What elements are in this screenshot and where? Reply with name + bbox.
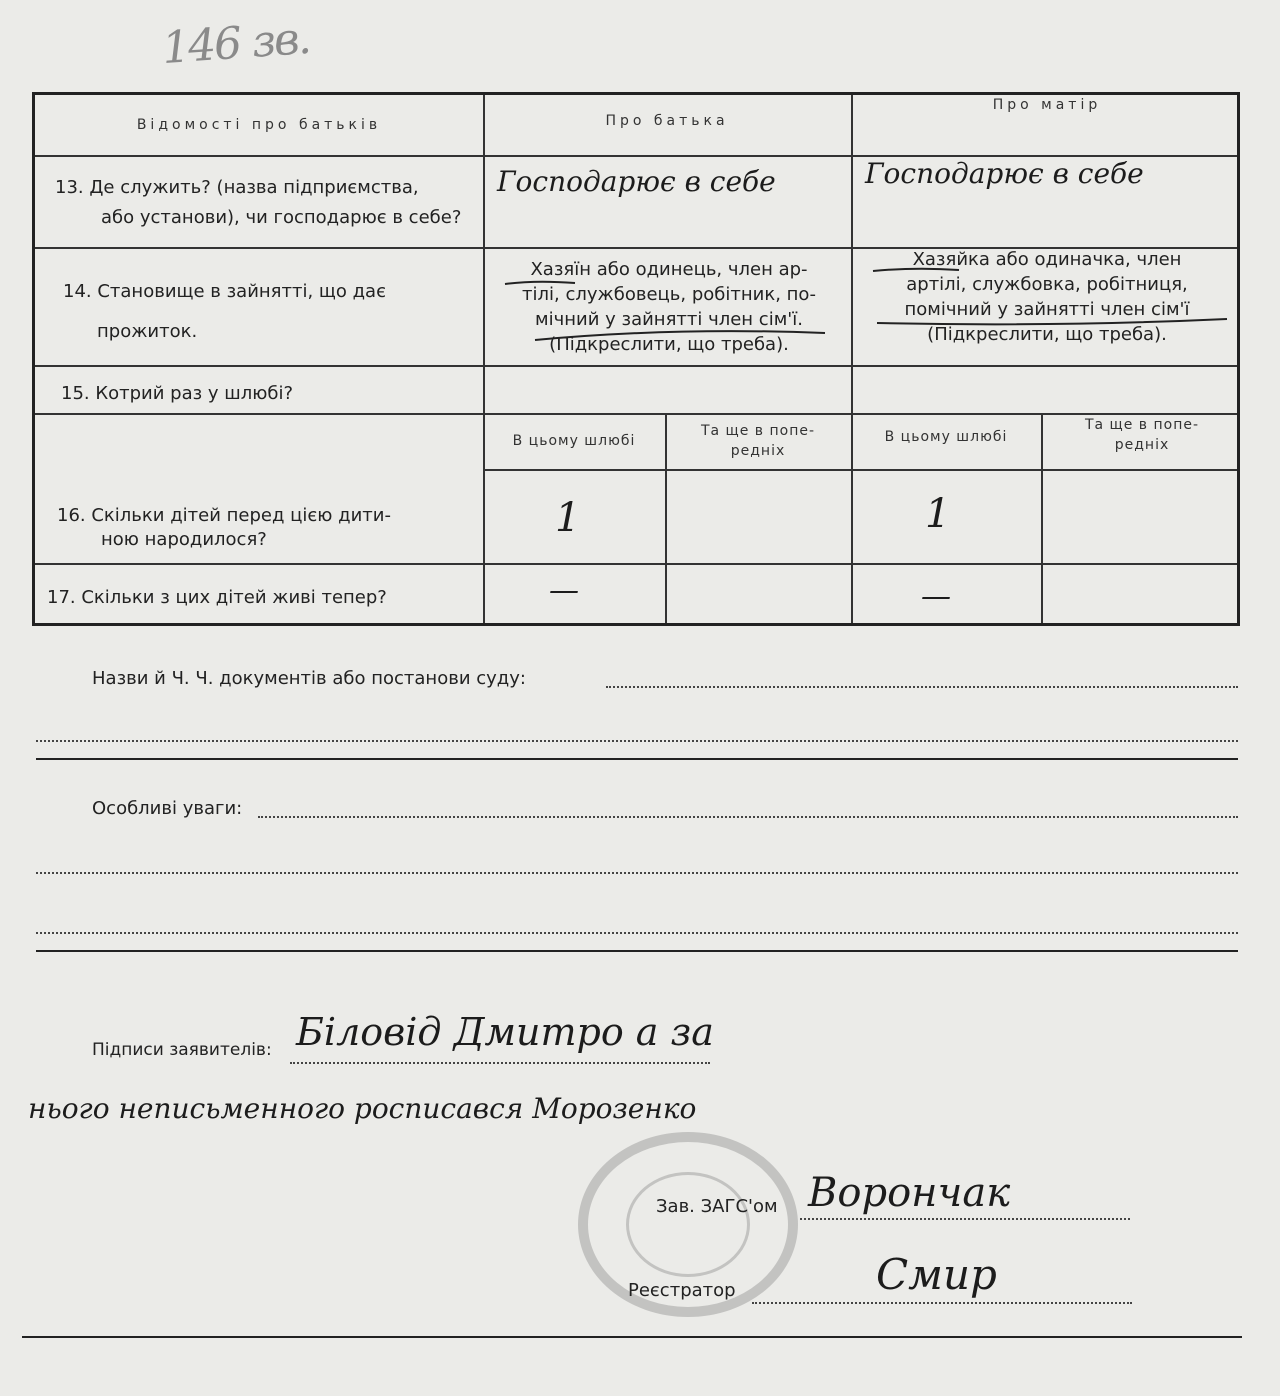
mother-option-line: Хазяйка або одиначка, член	[912, 249, 1182, 270]
row17-label: 17. Скільки з цих дітей живі тепер?	[47, 587, 387, 608]
bottom-separator-line	[22, 1336, 1242, 1338]
row13-label-line1: 13. Де служить? (назва підприємства,	[55, 177, 419, 198]
father-previous-marriages-header	[665, 421, 851, 461]
zags-head-label: Зав. ЗАГС'ом	[656, 1196, 778, 1217]
header-mother: Про матір	[992, 97, 1102, 113]
row17-father-count: —	[549, 573, 579, 608]
row13-label-line2: або установи), чи господарює в себе?	[101, 207, 462, 228]
mother-option-line: артілі, службовка, робітниця,	[906, 274, 1188, 295]
notes-line	[36, 932, 1238, 934]
registrar-label: Реєстратор	[628, 1280, 736, 1301]
sub-header-line: редніх	[1114, 437, 1170, 453]
row13-father-handwriting: Господарює в себе	[497, 165, 776, 198]
zags-head-signature: Ворончак	[808, 1170, 1011, 1216]
row13-mother-handwriting: Господарює в себе	[865, 157, 1144, 190]
header-father: Про батька	[605, 113, 729, 129]
row16-label-line1: 16. Скільки дітей перед цією дити-	[57, 505, 391, 526]
applicants-handwriting-line2: нього неписьменного росписався Морозенко	[28, 1092, 697, 1125]
father-option-line: мічний у зайнятті член сім'ї.	[535, 309, 803, 330]
documents-line	[606, 686, 1238, 688]
zags-signature-line	[800, 1218, 1130, 1220]
registrar-signature-line	[752, 1302, 1132, 1304]
applicants-signature-label: Підписи заявителів:	[92, 1040, 272, 1060]
archive-page-number: 146 зв.	[160, 12, 312, 75]
separator-line	[36, 758, 1238, 760]
row16-mother-count: 1	[925, 491, 951, 537]
header-parents-info: Відомості про батьків	[136, 117, 382, 133]
mother-option-line: (Підкреслити, що треба).	[927, 324, 1167, 345]
documents-line	[36, 740, 1238, 742]
applicants-handwriting-line1: Біловід Дмитро а за	[296, 1010, 714, 1054]
sub-header-line: редніх	[730, 443, 786, 459]
notes-line	[36, 872, 1238, 874]
parents-info-table	[32, 92, 1240, 626]
father-option-line: (Підкреслити, що треба).	[549, 334, 789, 355]
row16-label-line2: ною народилося?	[101, 529, 267, 550]
row17-mother-count: —	[921, 579, 951, 614]
father-current-marriage-header: В цьому шлюбі	[512, 433, 636, 449]
mother-current-marriage-header: В цьому шлюбі	[884, 429, 1008, 445]
mother-previous-marriages-header	[1041, 415, 1243, 455]
mother-option-line: помічний у зайнятті член сім'ї	[904, 299, 1190, 320]
father-option-line: Хазяїн або одинець, член ар-	[530, 259, 808, 280]
sub-header-line: Та ще в попе-	[700, 423, 816, 439]
row15-label: 15. Котрий раз у шлюбі?	[61, 383, 294, 404]
father-option-line: тілі, службовець, робітник, по-	[522, 284, 816, 305]
row16-father-count: 1	[555, 495, 581, 541]
notes-line	[258, 816, 1238, 818]
notes-label: Особливі уваги:	[92, 798, 243, 819]
separator-line	[36, 950, 1238, 952]
sub-header-line: Та ще в попе-	[1084, 417, 1200, 433]
documents-label: Назви й Ч. Ч. документів або постанови суду:	[92, 668, 526, 689]
registrar-signature: Смир	[876, 1250, 997, 1299]
row14-label-line1: 14. Становище в зайнятті, що дає	[63, 281, 386, 302]
row14-label-line2: прожиток.	[97, 321, 198, 342]
applicants-signature-line	[290, 1062, 710, 1064]
